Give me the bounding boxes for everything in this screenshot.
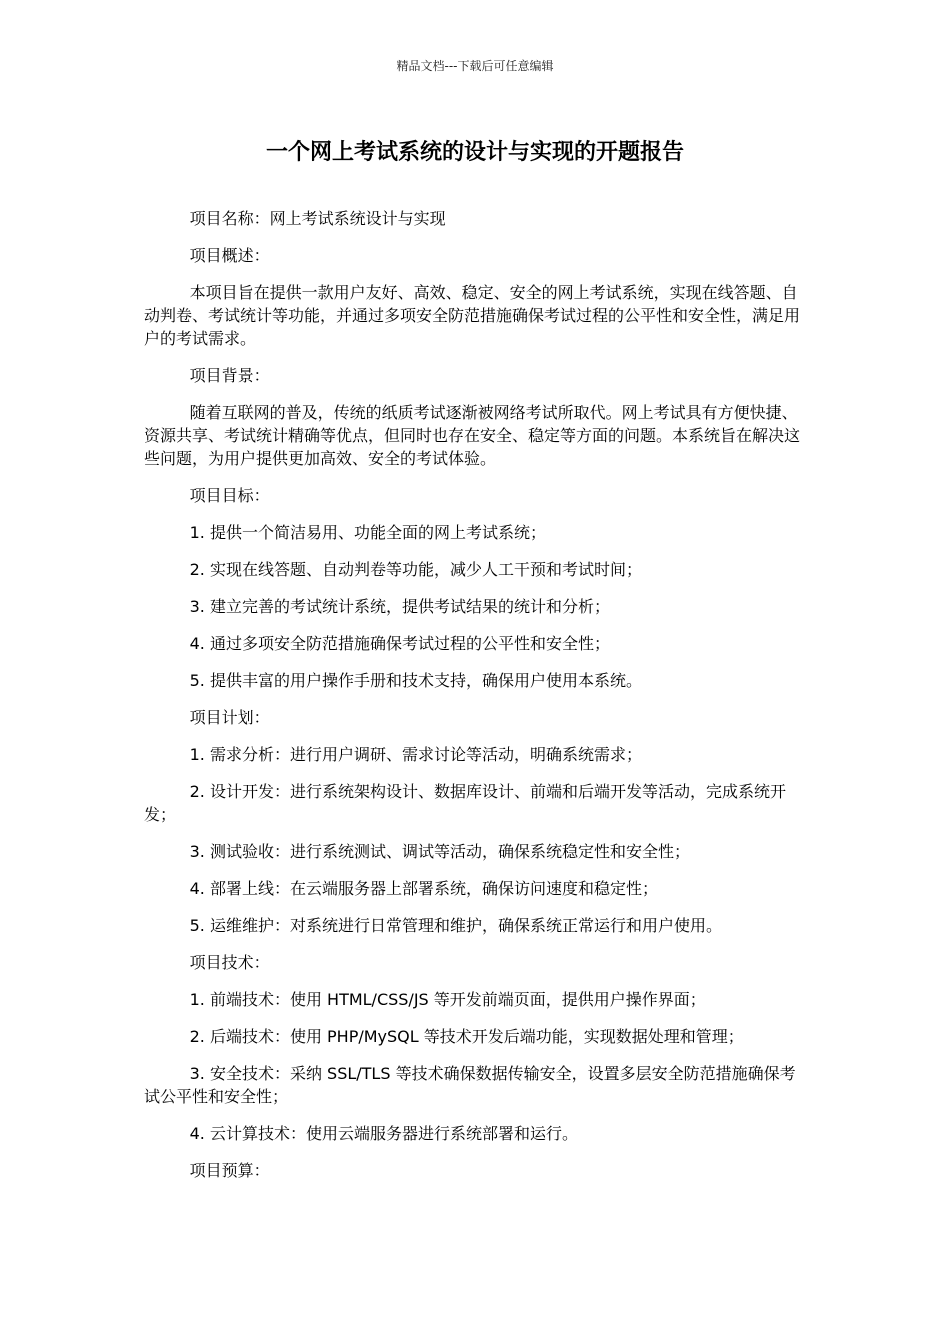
heading-overview: 项目概述：	[189, 246, 270, 265]
tech-item-3: 3. 安全技术：采纳 SSL/TLS 等技术确保数据传输安全，设置多层安全防范措施确保考试公平性和安全性；	[144, 1064, 796, 1106]
goal-item-4: 4. 通过多项安全防范措施确保考试过程的公平性和安全性；	[189, 634, 610, 653]
paragraph-overview: 本项目旨在提供一款用户友好、高效、稳定、安全的网上考试系统，实现在线答题、自动判卷、考试统计等功能，并通过多项安全防范措施确保考试过程的公平性和安全性，满足用户的考试需求。	[144, 283, 801, 348]
heading-background: 项目背景：	[189, 366, 270, 385]
heading-plan: 项目计划：	[189, 708, 270, 727]
plan-item-1: 1. 需求分析：进行用户调研、需求讨论等活动，明确系统需求；	[189, 745, 642, 764]
goal-item-1: 1. 提供一个简洁易用、功能全面的网上考试系统；	[189, 523, 546, 542]
tech-item-4: 4. 云计算技术：使用云端服务器进行系统部署和运行。	[189, 1124, 578, 1143]
paragraph-background: 随着互联网的普及，传统的纸质考试逐渐被网络考试所取代。网上考试具有方便快捷、资源共享、考试统计精确等优点，但同时也存在安全、稳定等方面的问题。本系统旨在解决这些问题，为用户提供更加高效、安全的考试体验。	[144, 403, 801, 468]
plan-item-5: 5. 运维维护：对系统进行日常管理和维护，确保系统正常运行和用户使用。	[189, 916, 722, 935]
heading-budget: 项目预算：	[189, 1161, 270, 1180]
goal-item-5: 5. 提供丰富的用户操作手册和技术支持，确保用户使用本系统。	[189, 671, 642, 690]
goal-item-3: 3. 建立完善的考试统计系统，提供考试结果的统计和分析；	[189, 597, 610, 616]
goal-item-2: 2. 实现在线答题、自动判卷等功能，减少人工干预和考试时间；	[189, 560, 642, 579]
header-note: 精品文档---下载后可任意编辑	[396, 59, 554, 73]
heading-technology: 项目技术：	[189, 953, 270, 972]
tech-item-2: 2. 后端技术：使用 PHP/MySQL 等技术开发后端功能，实现数据处理和管理；	[189, 1027, 744, 1046]
plan-item-2: 2. 设计开发：进行系统架构设计、数据库设计、前端和后端开发等活动，完成系统开发；	[144, 782, 786, 824]
paragraph-project-name: 项目名称：网上考试系统设计与实现	[189, 209, 446, 228]
plan-item-4: 4. 部署上线：在云端服务器上部署系统，确保访问速度和稳定性；	[189, 879, 658, 898]
document-title: 一个网上考试系统的设计与实现的开题报告	[265, 140, 684, 165]
heading-goals: 项目目标：	[189, 486, 270, 505]
plan-item-3: 3. 测试验收：进行系统测试、调试等活动，确保系统稳定性和安全性；	[189, 842, 690, 861]
tech-item-1: 1. 前端技术：使用 HTML/CSS/JS 等开发前端页面，提供用户操作界面；	[189, 990, 706, 1009]
document-body	[144, 207, 808, 1196]
